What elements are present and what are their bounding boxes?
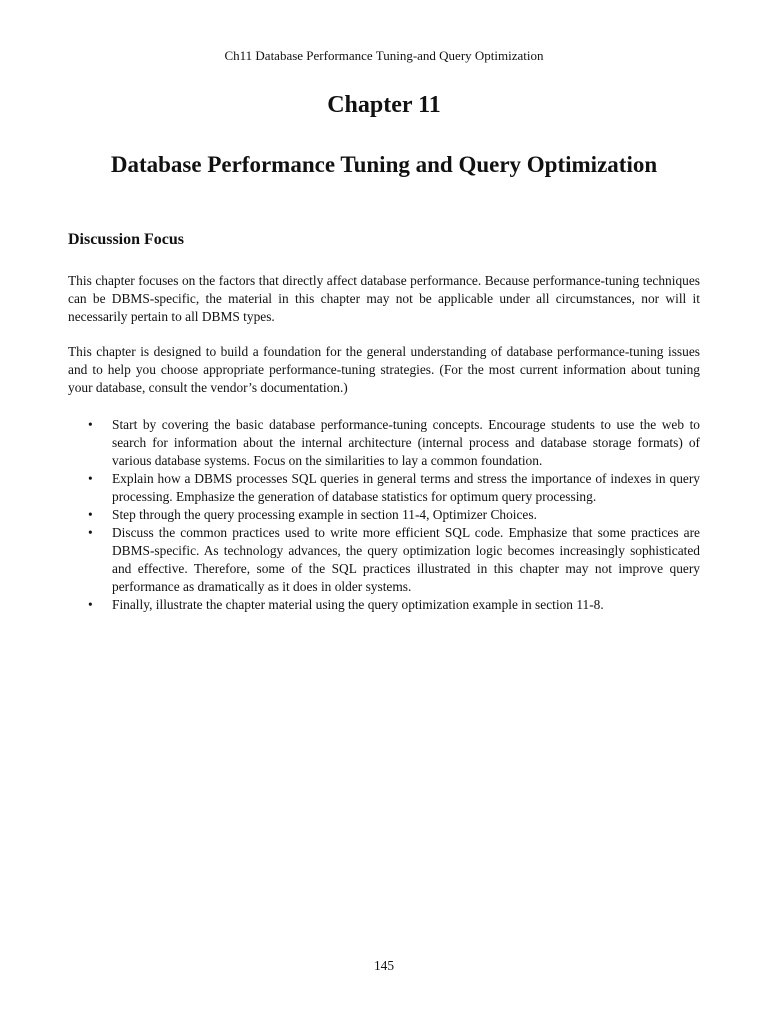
list-item-text: Finally, illustrate the chapter material using the query optimization example in section 11-8. <box>112 597 604 612</box>
list-item-text: Explain how a DBMS processes SQL queries in general terms and stress the importance of indexes in query processing. Emphasize the generation of database statistics for optimum query processing. <box>112 471 700 504</box>
bullet-icon: • <box>88 525 93 540</box>
bullet-icon: • <box>88 507 93 522</box>
bullet-icon: • <box>88 471 93 486</box>
list-item-text: Discuss the common practices used to write more efficient SQL code. Emphasize that some practices are DBMS-specific. As technology advances, the query optimization logic becomes increasingly sophisticated and effective. Therefore, some of the SQL practices illustrated in this chapter may not improve query performance as dramatically as it does in older systems. <box>112 525 700 594</box>
list-item <box>68 470 700 506</box>
page-number: 145 <box>373 958 395 973</box>
list-item-text: Start by covering the basic database performance-tuning concepts. Encourage students to use the web to search for information about the internal architecture (internal process and database storage formats) of various database systems. Focus on the similarities to lay a common foundation. <box>112 417 700 468</box>
running-header: Ch11 Database Performance Tuning-and Query Optimization <box>224 48 544 63</box>
list-item <box>68 506 700 524</box>
list-item-text: Step through the query processing example in section 11-4, Optimizer Choices. <box>112 507 537 522</box>
paragraph-foundation: This chapter is designed to build a foundation for the general understanding of database performance-tuning issues and to help you choose appropriate performance-tuning strategies. (For the most current information about tuning your database, consult the vendor’s documentation.) <box>68 344 700 395</box>
bullet-icon: • <box>88 597 93 612</box>
chapter-title: Database Performance Tuning and Query Optimization <box>110 152 658 177</box>
list-item <box>68 596 700 614</box>
chapter-label: Chapter 11 <box>327 92 441 118</box>
list-item <box>68 524 700 596</box>
bullet-icon: • <box>88 417 93 432</box>
list-item <box>68 416 700 470</box>
paragraph-intro: This chapter focuses on the factors that directly affect database performance. Because performance-tuning techniques can be DBMS-specific, the material in this chapter may not be applicable under all circumstances, nor will it necessarily pertain to all DBMS types. <box>68 273 700 324</box>
section-heading: Discussion Focus <box>68 231 185 248</box>
discussion-bullet-list <box>68 416 700 614</box>
